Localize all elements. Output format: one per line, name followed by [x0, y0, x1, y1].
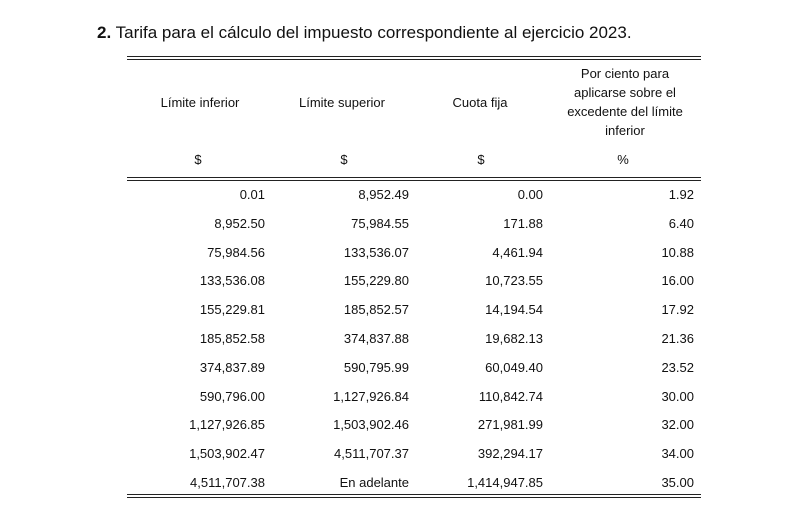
unit-limite-inferior: $	[194, 152, 202, 167]
cell-cuota-fija: 271,981.99	[477, 417, 543, 433]
cell-limite-superior: 185,852.57	[343, 302, 409, 318]
cell-limite-superior: 133,536.07	[343, 244, 409, 260]
cell-por-ciento: 32.00	[661, 417, 694, 433]
unit-por-ciento: %	[617, 152, 629, 167]
cell-por-ciento: 23.52	[661, 359, 694, 375]
cell-por-ciento: 34.00	[661, 446, 694, 462]
cell-limite-inferior: 4,511,707.38	[190, 474, 265, 490]
table-row	[127, 298, 701, 327]
cell-cuota-fija: 1,414,947.85	[467, 474, 543, 490]
cell-por-ciento: 1.92	[668, 187, 694, 202]
cell-limite-inferior: 1,503,902.47	[189, 446, 265, 462]
section-number: 2.	[97, 23, 112, 42]
cell-por-ciento: 17.92	[661, 302, 694, 318]
table-header-rule	[127, 177, 701, 181]
cell-cuota-fija: 14,194.54	[485, 302, 543, 318]
table-row	[127, 327, 701, 356]
table-body	[127, 183, 701, 500]
table-row	[127, 212, 701, 241]
cell-cuota-fija: 171.88	[503, 215, 543, 231]
cell-limite-superior: 8,952.49	[358, 187, 409, 202]
cell-cuota-fija: 392,294.17	[477, 446, 543, 462]
cell-limite-inferior: 374,837.89	[199, 359, 265, 375]
cell-limite-inferior: 185,852.58	[199, 330, 265, 346]
cell-cuota-fija: 60,049.40	[485, 359, 543, 375]
header-por-ciento-line-4: inferior	[605, 123, 645, 138]
table-row	[127, 413, 701, 442]
cell-limite-superior: 1,503,902.46	[333, 417, 409, 433]
cell-limite-superior: En adelante	[339, 474, 409, 490]
cell-limite-superior: 374,837.88	[343, 330, 409, 346]
cell-cuota-fija: 4,461.94	[492, 244, 543, 260]
header-por-ciento-line-2: aplicarse sobre el	[574, 85, 676, 100]
cell-limite-superior: 590,795.99	[343, 359, 409, 375]
table-row	[127, 442, 701, 471]
table-top-rule	[127, 56, 701, 60]
header-limite-superior: Límite superior	[299, 95, 385, 110]
header-cuota-fija: Cuota fija	[452, 95, 508, 110]
cell-por-ciento: 16.00	[661, 273, 694, 289]
header-limite-inferior: Límite inferior	[160, 95, 240, 110]
cell-limite-inferior: 1,127,926.85	[189, 417, 265, 433]
section-heading	[97, 23, 632, 43]
table-row	[127, 241, 701, 270]
cell-limite-superior: 1,127,926.84	[333, 388, 409, 404]
cell-limite-inferior: 0.01	[239, 187, 265, 202]
cell-por-ciento: 30.00	[661, 388, 694, 404]
cell-limite-inferior: 590,796.00	[199, 388, 265, 404]
unit-cuota-fija: $	[477, 152, 485, 167]
header-por-ciento	[550, 64, 700, 140]
cell-limite-inferior: 133,536.08	[199, 273, 265, 289]
table-bottom-rule	[127, 494, 701, 498]
table-row	[127, 269, 701, 298]
unit-limite-superior: $	[340, 152, 348, 167]
cell-por-ciento: 21.36	[661, 330, 694, 346]
cell-limite-superior: 4,511,707.37	[334, 446, 409, 462]
section-title: Tarifa para el cálculo del impuesto correspondiente al ejercicio 2023.	[115, 23, 632, 42]
cell-cuota-fija: 10,723.55	[485, 273, 543, 289]
table-row	[127, 356, 701, 385]
header-por-ciento-line-1: Por ciento para	[580, 66, 670, 81]
table-row	[127, 183, 701, 212]
cell-limite-superior: 75,984.55	[351, 215, 409, 231]
cell-cuota-fija: 110,842.74	[478, 388, 543, 404]
cell-por-ciento: 6.40	[668, 215, 694, 231]
cell-por-ciento: 10.88	[661, 244, 694, 260]
cell-cuota-fija: 0.00	[517, 187, 543, 202]
cell-cuota-fija: 19,682.13	[485, 330, 543, 346]
cell-limite-superior: 155,229.80	[343, 273, 409, 289]
cell-limite-inferior: 8,952.50	[214, 215, 265, 231]
cell-por-ciento: 35.00	[661, 474, 694, 490]
cell-limite-inferior: 155,229.81	[199, 302, 265, 318]
table-row	[127, 385, 701, 414]
cell-limite-inferior: 75,984.56	[207, 244, 265, 260]
header-por-ciento-line-3: excedente del límite	[567, 104, 683, 119]
